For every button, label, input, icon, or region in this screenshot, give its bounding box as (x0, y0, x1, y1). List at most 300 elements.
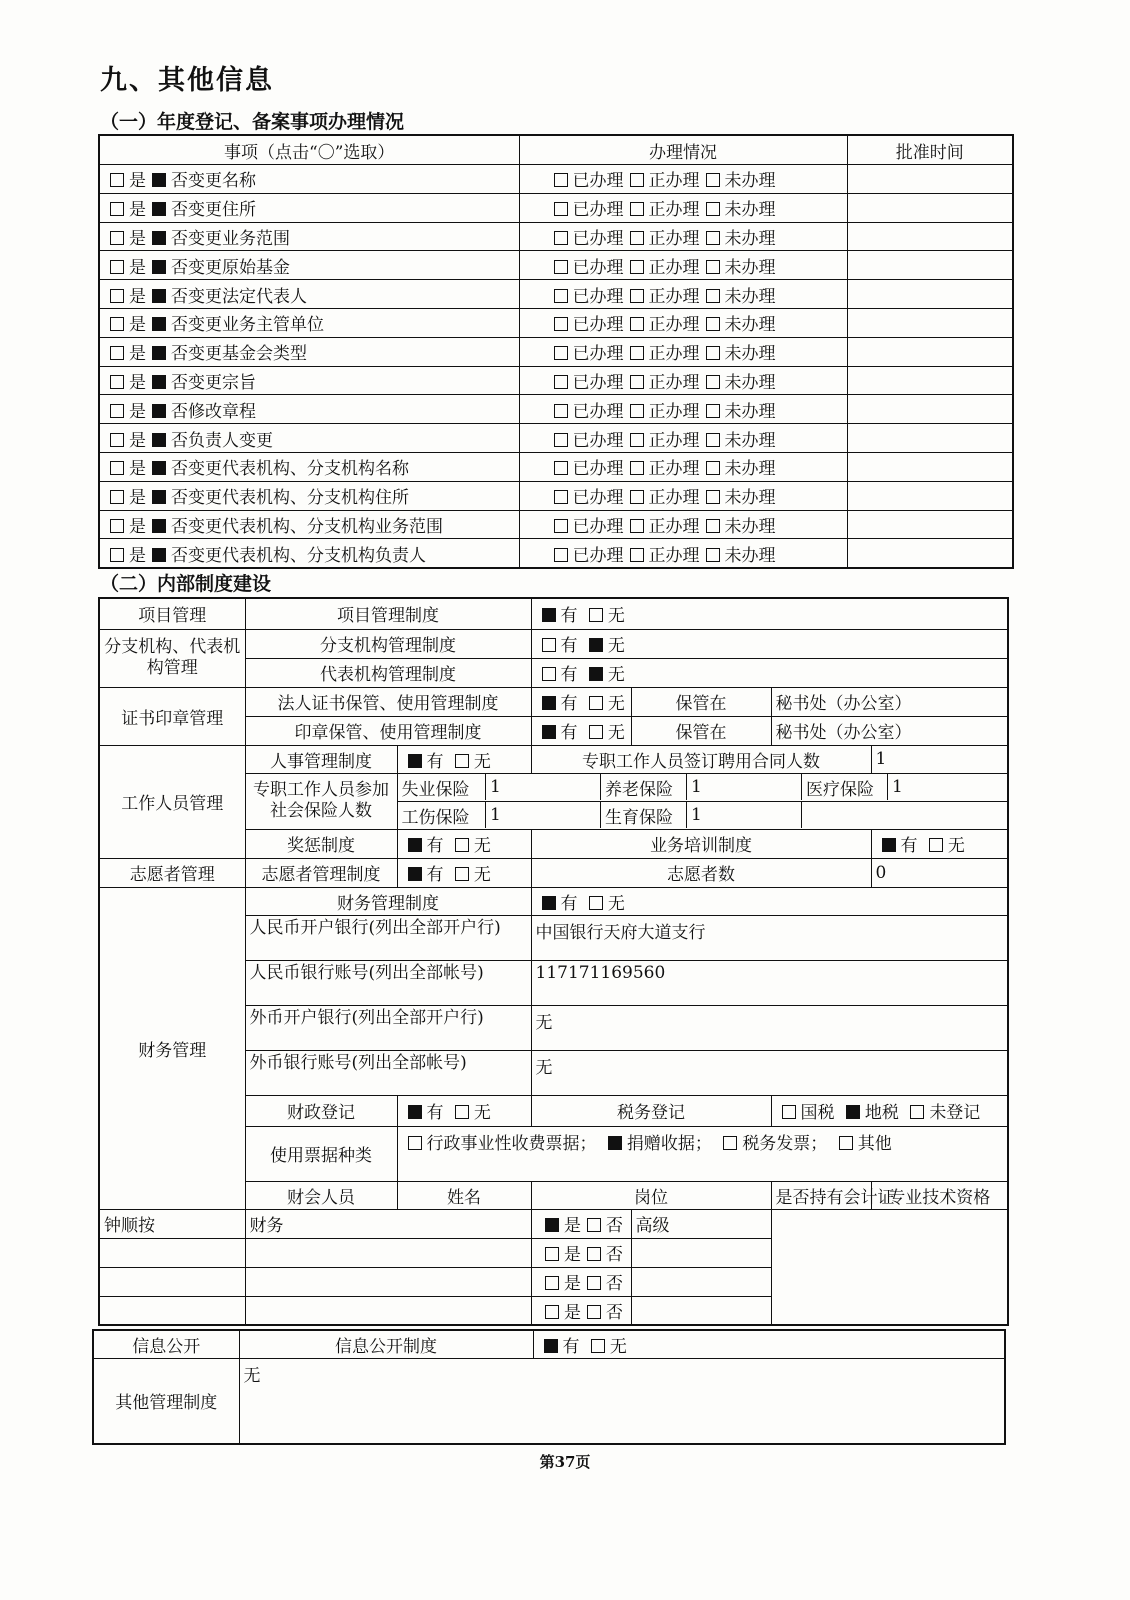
staff-post[interactable] (245, 1296, 531, 1325)
yes-checkbox[interactable] (110, 231, 124, 245)
tax-invoice-checkbox[interactable] (723, 1136, 737, 1150)
item-label: 变更代表机构、分支机构负责人 (188, 545, 426, 566)
unemployment-value[interactable]: 1 (486, 774, 601, 800)
medical-label: 医疗保险 (802, 774, 888, 800)
in-progress-checkbox[interactable] (630, 260, 644, 274)
done-checkbox[interactable] (554, 231, 568, 245)
staff-qual[interactable] (631, 1296, 771, 1325)
yes-label: 有 (560, 665, 578, 685)
table-row (99, 366, 1013, 395)
yes-checkbox[interactable] (545, 1247, 559, 1261)
finance-category: 财务管理 (99, 887, 245, 1209)
not-done-label: 未办理 (724, 488, 776, 509)
done-label: 已办理 (572, 488, 624, 509)
done-checkbox[interactable] (554, 375, 568, 389)
no-label: 否 (171, 372, 188, 393)
rmb-account-label: 人民币银行账号(列出全部帐号) (245, 960, 531, 1005)
yes-checkbox[interactable] (542, 725, 556, 739)
done-checkbox[interactable] (554, 260, 568, 274)
tax-reg-label: 税务登记 (531, 1095, 771, 1126)
other-mgmt-value[interactable]: 无 (239, 1358, 1005, 1444)
not-done-label: 未办理 (724, 257, 776, 278)
not-done-checkbox[interactable] (706, 519, 720, 533)
yes-checkbox[interactable] (110, 433, 124, 447)
item-cell (99, 366, 519, 395)
yes-checkbox[interactable] (110, 404, 124, 418)
in-progress-label: 正办理 (648, 286, 700, 307)
no-checkbox[interactable] (589, 638, 603, 652)
item-cell (99, 193, 519, 222)
no-label: 否 (171, 488, 188, 509)
not-done-checkbox[interactable] (706, 548, 720, 562)
status-cell (519, 251, 847, 280)
bill-label: 使用票据种类 (245, 1126, 397, 1181)
staff-post[interactable] (245, 1267, 531, 1296)
approval-time-cell[interactable] (847, 308, 1013, 337)
no-label: 否 (606, 1216, 623, 1236)
yes-checkbox[interactable] (110, 173, 124, 187)
yes-label: 是 (564, 1302, 581, 1323)
no-checkbox[interactable] (152, 289, 166, 303)
yes-checkbox[interactable] (408, 754, 422, 768)
not-done-checkbox[interactable] (706, 375, 720, 389)
staff-header-cert: 是否持有会计证 (771, 1181, 871, 1209)
no-checkbox[interactable] (152, 519, 166, 533)
yes-checkbox[interactable] (110, 346, 124, 360)
no-checkbox[interactable] (589, 725, 603, 739)
not-done-label: 未办理 (724, 459, 776, 480)
local-tax-label: 地税 (864, 1103, 899, 1123)
in-progress-label: 正办理 (648, 228, 700, 249)
staff-header-post: 岗位 (531, 1181, 771, 1209)
done-checkbox[interactable] (554, 346, 568, 360)
rep-system: 代表机构管理制度 (245, 658, 531, 687)
table-row (99, 193, 1013, 222)
in-progress-label: 正办理 (648, 459, 700, 480)
approval-time-cell[interactable] (847, 452, 1013, 481)
staff-qual[interactable]: 高级 (631, 1209, 771, 1238)
staff-post[interactable]: 财务 (245, 1209, 531, 1238)
done-checkbox[interactable] (554, 461, 568, 475)
not-done-checkbox[interactable] (706, 346, 720, 360)
yes-checkbox[interactable] (545, 1305, 559, 1319)
staff-header-name: 姓名 (397, 1181, 531, 1209)
volunteer-count-label: 志愿者数 (531, 858, 871, 887)
staff-mgmt-category: 工作人员管理 (99, 745, 245, 858)
approval-time-cell[interactable] (847, 539, 1013, 568)
approval-time-cell[interactable] (847, 481, 1013, 510)
item-cell (99, 165, 519, 194)
item-cell (99, 452, 519, 481)
no-label: 否 (171, 344, 188, 365)
item-label: 变更代表机构、分支机构名称 (188, 459, 409, 480)
national-tax-label: 国税 (800, 1103, 835, 1123)
done-checkbox[interactable] (554, 404, 568, 418)
accountant-label: 财会人员 (245, 1181, 397, 1209)
no-label: 无 (947, 836, 965, 856)
yes-checkbox[interactable] (110, 548, 124, 562)
no-label: 无 (607, 636, 625, 656)
insurance-row-1 (397, 773, 1008, 801)
item-label: 变更住所 (188, 200, 256, 221)
not-done-checkbox[interactable] (706, 317, 720, 331)
yes-checkbox[interactable] (408, 1105, 422, 1119)
not-done-checkbox[interactable] (706, 490, 720, 504)
staff-name[interactable] (99, 1267, 245, 1296)
yes-checkbox[interactable] (542, 608, 556, 622)
status-cell (519, 193, 847, 222)
yes-checkbox[interactable] (110, 375, 124, 389)
no-checkbox[interactable] (455, 838, 469, 852)
contract-value[interactable]: 1 (871, 745, 1008, 773)
no-checkbox[interactable] (589, 696, 603, 710)
yes-checkbox[interactable] (408, 838, 422, 852)
in-progress-checkbox[interactable] (630, 202, 644, 216)
item-label: 变更业务主管单位 (188, 315, 324, 336)
header-item: 事项（点击“〇”选取） (99, 135, 519, 165)
internal-system-table (98, 597, 1009, 1326)
no-checkbox[interactable] (152, 260, 166, 274)
no-label: 否 (171, 545, 188, 566)
in-progress-checkbox[interactable] (630, 289, 644, 303)
item-cell (99, 395, 519, 424)
insurance-row-2 (397, 801, 1008, 829)
yes-checkbox[interactable] (544, 1339, 558, 1353)
yes-label: 是 (129, 200, 146, 221)
project-mgmt-system: 项目管理制度 (245, 598, 531, 629)
seal-system: 印章保管、使用管理制度 (245, 716, 531, 745)
in-progress-checkbox[interactable] (630, 404, 644, 418)
yes-label: 是 (129, 545, 146, 566)
no-checkbox[interactable] (929, 838, 943, 852)
staff-cert (531, 1267, 631, 1296)
status-cell (519, 510, 847, 539)
yes-label: 有 (426, 751, 444, 772)
not-done-checkbox[interactable] (706, 433, 720, 447)
finance-system: 财务管理制度 (245, 887, 531, 915)
no-label: 无 (473, 751, 491, 772)
branch-system: 分支机构管理制度 (245, 629, 531, 658)
fx-bank-label: 外币开户银行(列出全部开户行) (245, 1005, 531, 1050)
annual-registration-table (98, 134, 1014, 569)
done-checkbox[interactable] (554, 490, 568, 504)
status-cell (519, 481, 847, 510)
yes-checkbox[interactable] (110, 461, 124, 475)
no-label: 否 (606, 1245, 623, 1265)
done-label: 已办理 (572, 286, 624, 307)
staff-cert (531, 1209, 631, 1238)
in-progress-label: 正办理 (648, 257, 700, 278)
approval-time-cell[interactable] (847, 251, 1013, 280)
no-checkbox[interactable] (152, 375, 166, 389)
table-row (99, 280, 1013, 309)
no-label: 无 (609, 1336, 627, 1357)
yes-checkbox[interactable] (542, 696, 556, 710)
rmb-bank-value[interactable]: 中国银行天府大道支行 (531, 915, 1008, 960)
yes-label: 是 (129, 430, 146, 451)
fx-account-value[interactable]: 无 (531, 1050, 1008, 1095)
donation-receipt-checkbox[interactable] (608, 1136, 622, 1150)
no-checkbox[interactable] (152, 173, 166, 187)
seal-mgmt-category: 证书印章管理 (99, 687, 245, 745)
done-checkbox[interactable] (554, 433, 568, 447)
cert-kept-value[interactable]: 秘书处（办公室） (771, 687, 1008, 716)
table-row (99, 539, 1013, 568)
not-done-label: 未办理 (724, 315, 776, 336)
in-progress-label: 正办理 (648, 488, 700, 509)
staff-qual[interactable] (631, 1267, 771, 1296)
no-checkbox[interactable] (152, 346, 166, 360)
in-progress-checkbox[interactable] (630, 490, 644, 504)
in-progress-checkbox[interactable] (630, 433, 644, 447)
status-cell (519, 280, 847, 309)
admin-fee-bill-checkbox[interactable] (408, 1136, 422, 1150)
done-checkbox[interactable] (554, 519, 568, 533)
yes-checkbox[interactable] (408, 867, 422, 881)
staff-name[interactable] (99, 1238, 245, 1267)
yes-checkbox[interactable] (110, 317, 124, 331)
no-label: 无 (473, 865, 491, 885)
no-checkbox[interactable] (455, 1105, 469, 1119)
not-done-label: 未办理 (724, 430, 776, 451)
yes-checkbox[interactable] (542, 667, 556, 681)
no-checkbox[interactable] (152, 433, 166, 447)
unregistered-checkbox[interactable] (910, 1105, 924, 1119)
donation-receipt-label: 捐赠收据； (626, 1133, 712, 1154)
no-checkbox[interactable] (152, 490, 166, 504)
yes-checkbox[interactable] (110, 260, 124, 274)
item-cell (99, 510, 519, 539)
no-label: 无 (607, 665, 625, 685)
finance-choice (531, 887, 1008, 915)
staff-header-qual: 专业技术资格 (871, 1181, 1008, 1209)
yes-checkbox[interactable] (110, 202, 124, 216)
done-checkbox[interactable] (554, 548, 568, 562)
done-checkbox[interactable] (554, 289, 568, 303)
yes-label: 是 (129, 286, 146, 307)
yes-label: 是 (129, 488, 146, 509)
no-checkbox[interactable] (152, 548, 166, 562)
injury-label: 工伤保险 (398, 802, 486, 828)
table-row (99, 481, 1013, 510)
approval-time-cell[interactable] (847, 222, 1013, 251)
approval-time-cell[interactable] (847, 424, 1013, 453)
yes-checkbox[interactable] (110, 490, 124, 504)
item-label: 负责人变更 (188, 430, 273, 451)
yes-checkbox[interactable] (545, 1218, 559, 1232)
table-row (99, 308, 1013, 337)
status-cell (519, 539, 847, 568)
in-progress-checkbox[interactable] (630, 173, 644, 187)
yes-label: 有 (560, 723, 578, 743)
section1-title: （一）年度登记、备案事项办理情况 (100, 111, 405, 133)
done-checkbox[interactable] (554, 173, 568, 187)
yes-label: 是 (129, 401, 146, 422)
yes-label: 是 (564, 1216, 581, 1236)
approval-time-cell[interactable] (847, 165, 1013, 194)
done-label: 已办理 (572, 545, 624, 566)
not-done-label: 未办理 (724, 286, 776, 307)
table-row (99, 165, 1013, 194)
pension-value[interactable]: 1 (687, 774, 802, 800)
no-label: 否 (171, 401, 188, 422)
hr-system: 人事管理制度 (245, 745, 397, 773)
not-done-checkbox[interactable] (706, 231, 720, 245)
yes-checkbox[interactable] (545, 1276, 559, 1290)
not-done-checkbox[interactable] (706, 202, 720, 216)
done-checkbox[interactable] (554, 202, 568, 216)
no-checkbox[interactable] (591, 1339, 605, 1353)
no-checkbox[interactable] (589, 896, 603, 910)
bill-choice (397, 1126, 1008, 1181)
item-label: 变更宗旨 (188, 372, 256, 393)
staff-name[interactable]: 钟顺按 (99, 1209, 245, 1238)
done-label: 已办理 (572, 228, 624, 249)
tax-reg-choice (771, 1095, 1008, 1126)
no-checkbox[interactable] (587, 1218, 601, 1232)
rmb-account-value[interactable]: 117171169560 (531, 960, 1008, 1005)
no-label: 否 (171, 228, 188, 249)
no-checkbox[interactable] (589, 608, 603, 622)
in-progress-label: 正办理 (648, 430, 700, 451)
no-checkbox[interactable] (455, 867, 469, 881)
in-progress-checkbox[interactable] (630, 231, 644, 245)
other-bill-checkbox[interactable] (839, 1136, 853, 1150)
cert-kept-label: 保管在 (631, 687, 771, 716)
status-cell (519, 424, 847, 453)
seal-kept-value[interactable]: 秘书处（办公室） (771, 716, 1008, 745)
not-done-label: 未办理 (724, 344, 776, 365)
approval-time-cell[interactable] (847, 193, 1013, 222)
no-label: 否 (171, 430, 188, 451)
not-done-label: 未办理 (724, 200, 776, 221)
in-progress-label: 正办理 (648, 171, 700, 192)
fx-bank-value[interactable]: 无 (531, 1005, 1008, 1050)
table-row (99, 452, 1013, 481)
no-checkbox[interactable] (589, 667, 603, 681)
volunteer-category: 志愿者管理 (99, 858, 245, 887)
no-checkbox[interactable] (587, 1247, 601, 1261)
reward-label: 奖惩制度 (245, 829, 397, 858)
header-status: 办理情况 (519, 135, 847, 165)
in-progress-label: 正办理 (648, 401, 700, 422)
in-progress-label: 正办理 (648, 315, 700, 336)
in-progress-checkbox[interactable] (630, 519, 644, 533)
item-label: 变更原始基金 (188, 257, 290, 278)
no-label: 否 (171, 516, 188, 537)
yes-checkbox[interactable] (110, 289, 124, 303)
volunteer-choice (397, 858, 531, 887)
no-checkbox[interactable] (455, 754, 469, 768)
project-mgmt-category: 项目管理 (99, 598, 245, 629)
yes-label: 有 (900, 836, 918, 856)
not-done-checkbox[interactable] (706, 289, 720, 303)
yes-checkbox[interactable] (882, 838, 896, 852)
staff-row (99, 1296, 1008, 1325)
staff-qual[interactable] (631, 1238, 771, 1267)
header-time: 批准时间 (847, 135, 1013, 165)
in-progress-label: 正办理 (648, 545, 700, 566)
approval-time-cell[interactable] (847, 337, 1013, 366)
approval-time-cell[interactable] (847, 395, 1013, 424)
no-checkbox[interactable] (152, 461, 166, 475)
yes-checkbox[interactable] (110, 519, 124, 533)
in-progress-checkbox[interactable] (630, 346, 644, 360)
table-row (99, 222, 1013, 251)
not-done-label: 未办理 (724, 545, 776, 566)
training-choice (871, 829, 1008, 858)
unregistered-label: 未登记 (929, 1103, 981, 1123)
status-cell (519, 165, 847, 194)
status-cell (519, 222, 847, 251)
not-done-checkbox[interactable] (706, 173, 720, 187)
no-checkbox[interactable] (587, 1276, 601, 1290)
no-checkbox[interactable] (152, 202, 166, 216)
no-label: 无 (607, 606, 625, 627)
no-checkbox[interactable] (152, 317, 166, 331)
item-label: 变更名称 (188, 171, 256, 192)
volunteer-count-value[interactable]: 0 (871, 858, 1008, 887)
volunteer-system: 志愿者管理制度 (245, 858, 397, 887)
no-label: 否 (606, 1302, 623, 1323)
no-checkbox[interactable] (587, 1305, 601, 1319)
approval-time-cell[interactable] (847, 366, 1013, 395)
maternity-value[interactable]: 1 (687, 802, 802, 828)
table-row (99, 424, 1013, 453)
pension-label: 养老保险 (601, 774, 687, 800)
in-progress-checkbox[interactable] (630, 548, 644, 562)
item-cell (99, 251, 519, 280)
table-row (99, 251, 1013, 280)
page-title: 九、其他信息 (100, 65, 274, 96)
item-cell (99, 539, 519, 568)
no-label: 无 (473, 836, 491, 856)
no-checkbox[interactable] (152, 231, 166, 245)
staff-post[interactable] (245, 1238, 531, 1267)
staff-name[interactable] (99, 1296, 245, 1325)
injury-value[interactable]: 1 (486, 802, 601, 828)
in-progress-checkbox[interactable] (630, 375, 644, 389)
no-checkbox[interactable] (152, 404, 166, 418)
done-checkbox[interactable] (554, 317, 568, 331)
not-done-label: 未办理 (724, 228, 776, 249)
approval-time-cell[interactable] (847, 510, 1013, 539)
yes-label: 是 (129, 516, 146, 537)
national-tax-checkbox[interactable] (782, 1105, 796, 1119)
in-progress-checkbox[interactable] (630, 461, 644, 475)
cert-system: 法人证书保管、使用管理制度 (245, 687, 531, 716)
in-progress-checkbox[interactable] (630, 317, 644, 331)
yes-label: 有 (426, 865, 444, 885)
hr-choice (397, 745, 531, 773)
yes-checkbox[interactable] (542, 638, 556, 652)
not-done-checkbox[interactable] (706, 404, 720, 418)
medical-value[interactable]: 1 (892, 777, 903, 797)
local-tax-checkbox[interactable] (846, 1105, 860, 1119)
yes-label: 有 (560, 636, 578, 656)
item-label: 变更基金会类型 (188, 344, 307, 365)
yes-checkbox[interactable] (542, 896, 556, 910)
in-progress-label: 正办理 (648, 200, 700, 221)
rep-choice (531, 658, 1008, 687)
yes-label: 是 (129, 372, 146, 393)
other-bill-label: 其他 (857, 1133, 892, 1154)
not-done-checkbox[interactable] (706, 461, 720, 475)
approval-time-cell[interactable] (847, 280, 1013, 309)
maternity-label: 生育保险 (601, 802, 687, 828)
yes-label: 有 (426, 1103, 444, 1123)
not-done-checkbox[interactable] (706, 260, 720, 274)
